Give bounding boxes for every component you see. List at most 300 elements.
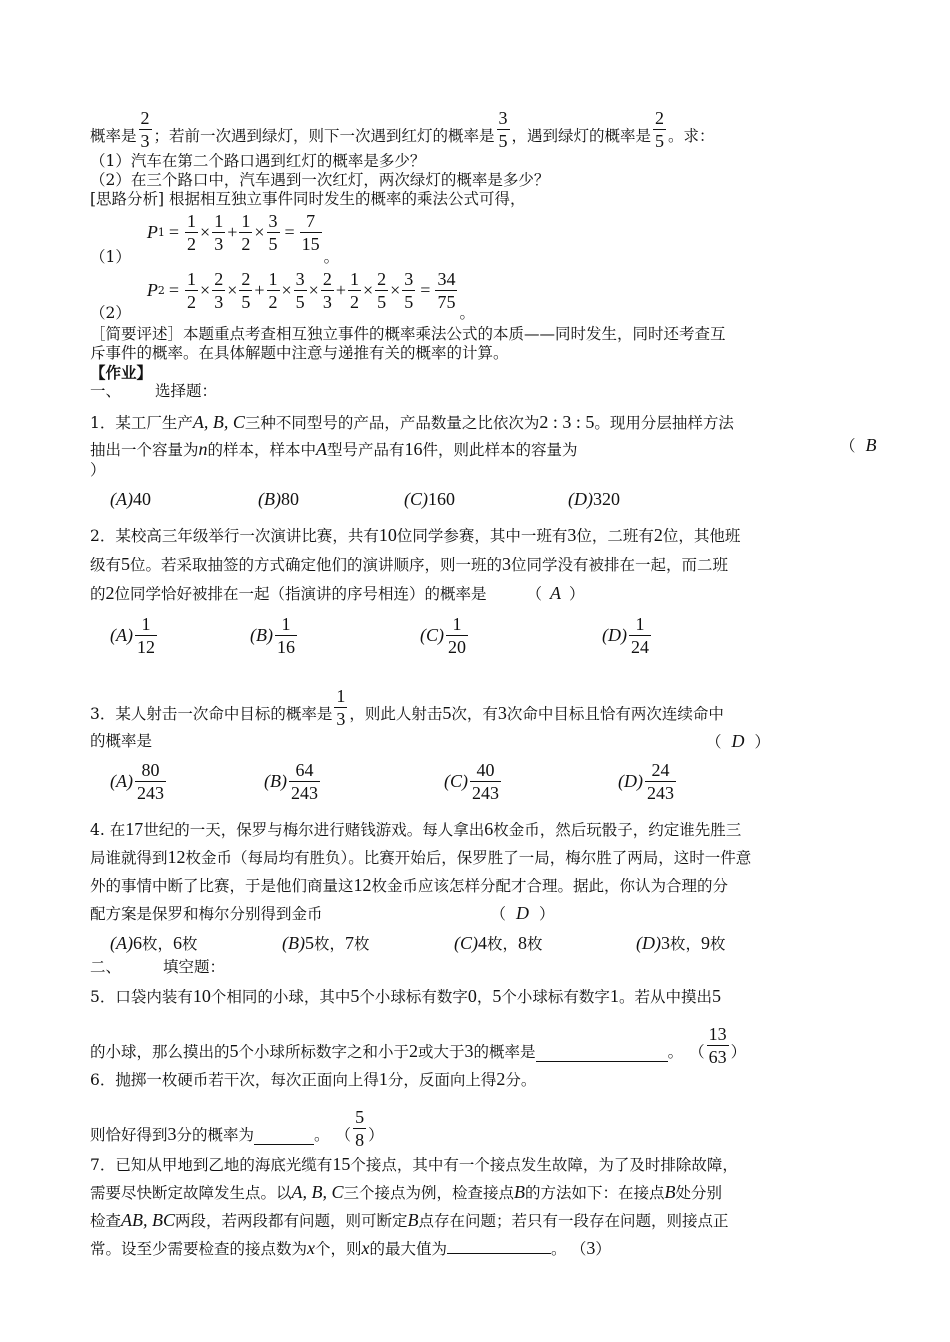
solution-1-end: 。 [323,248,340,266]
exercise-2 [90,521,890,662]
frac-num: 2 [655,108,665,128]
option-label: (B) [250,624,273,645]
text: 分的概率为 [176,1126,255,1144]
math: 5 [350,986,360,1006]
math: 1 [378,1069,388,1089]
paren: （ [840,437,856,455]
answer-3 [706,728,770,755]
math: 5 [442,703,452,723]
option-unit: 枚， [487,935,519,953]
math: 3 [567,525,577,545]
paren: ） [754,733,771,751]
solution-2-label: （2） [90,304,131,322]
frac [275,613,297,658]
math: 0 [467,986,477,1006]
option-label: (A) [110,488,133,509]
math: 16 [404,439,423,459]
paren: ） [539,905,555,923]
frac-num: 1 [214,211,224,231]
math: 1 [609,986,619,1006]
intro-text-b: ；若前一次遇到绿灯，则下一次遇到红灯的概率是 [153,127,495,145]
section-title: 填空题： [163,958,226,976]
text: 5．口袋内装有 [90,988,193,1006]
frac-den: 15 [301,234,320,254]
text: 位，二班有 [576,527,654,545]
frac-den: 5 [655,131,665,151]
frac-num: 64 [295,759,314,780]
text: 的概率是 [90,732,153,750]
math: 3 [502,554,512,574]
fraction-three-fifths [497,107,510,152]
frac-num: 1 [336,686,346,706]
frac-den: 12 [136,636,155,657]
paren: （ [490,905,507,923]
frac-num: 3 [498,108,508,128]
text: 4. 在 [90,821,126,839]
math: B [514,1182,526,1202]
text: 需要尽快断定故障发生点。以 [90,1184,292,1202]
option-a [110,759,264,804]
option-b [250,613,420,658]
frac-result [435,268,457,313]
fraction-two-thirds [139,107,152,152]
solution-1-label: （1） [90,248,131,266]
frac-den: 5 [498,131,508,151]
frac-den: 2 [268,292,278,312]
frac-num: 1 [241,211,251,231]
paren: （ [706,733,722,751]
text: 7．已知从甲地到乙地的海底光缆有 [90,1156,333,1174]
math: 2 [653,525,663,545]
frac-num: 2 [214,269,224,289]
option-label: (A) [110,932,133,953]
times-sign: × [227,280,238,300]
frac-num: 1 [141,613,151,634]
frac [402,268,415,313]
math: 12 [167,847,186,867]
option-value: 160 [428,488,455,509]
option-d [636,932,726,954]
option-b [282,932,454,954]
math: 15 [332,1154,351,1174]
option-d [568,489,620,510]
frac-den: 24 [631,636,649,657]
frac-den: 3 [322,292,332,312]
math: A, B, C [192,412,245,432]
options-2 [90,608,890,662]
option-unit: 枚， [670,935,702,953]
intro-line [90,84,890,151]
option-value: 80 [280,488,299,509]
question-2: （2）在三个路口中，汽车遇到一次红灯，两次绿灯的概率是多少？ [90,171,550,189]
options-1 [90,483,890,515]
frac-num: 24 [651,759,670,780]
text: ， [476,988,493,1006]
text: 次，有 [451,705,498,723]
text: 。 [551,1240,567,1258]
option-value: 320 [593,488,620,509]
frac [212,210,225,255]
solution-1 [90,209,890,267]
option-c [454,932,636,954]
equals-sign: = [168,280,180,300]
section-choice-heading [90,382,890,401]
math: 2 [409,1041,419,1061]
option-value: 6 [173,932,182,953]
text: 三种不同型号的产品，产品数量之比依次为 [244,414,540,432]
text: 1．某工厂生产 [90,414,193,432]
text: 个相同的小球，其中 [210,988,351,1006]
text: 位，其他班 [662,527,741,545]
text: 个接点，其中有一个接点发生故障，为了及时排除故障， [350,1156,738,1174]
frac-den: 2 [349,292,359,312]
frac-num: 2 [322,269,332,289]
frac-num: 1 [187,269,197,289]
text: 个小球所标数字之和小于 [238,1043,410,1061]
option-unit: 枚 [710,935,726,953]
frac [185,210,198,255]
math: 5 [121,554,131,574]
answer-value-7: 3 [586,1238,596,1258]
frac-num: 1 [268,269,278,289]
exercise-7 [90,1151,890,1263]
paren: （ [526,585,543,603]
answer-1 [840,432,877,459]
text: 型号产品有 [327,441,405,459]
equals-sign: = [284,222,295,242]
section-number: 二、 [90,958,122,976]
option-label: (B) [264,770,287,791]
text: 常。设至少需要检查的接点数为 [90,1240,308,1258]
text: 3．某人射击一次命中目标的概率是 [90,705,333,723]
option-value: 6 [132,932,142,953]
frac-den: 8 [355,1130,365,1150]
times-sign: × [200,280,211,300]
text: 枚金币（每局均有胜负）。比赛开始后，保罗胜了一局，梅尔胜了两局，这时一件意 [185,849,752,867]
text: 抽出一个容量为 [90,441,199,459]
frac [135,759,166,804]
frac-num: 13 [708,1024,727,1044]
frac-den: 2 [241,234,251,254]
text: 个，则 [315,1240,362,1258]
fraction-two-fifths [653,107,666,152]
text: ，则此人射击 [349,705,443,723]
exercise-3 [90,672,890,808]
math: x [307,1238,316,1258]
fraction-one-third [334,685,347,730]
frac-den: 3 [214,234,224,254]
section-number: 一、 [90,382,122,400]
text: 的最大值为 [369,1240,448,1258]
option-label: (B) [258,488,281,509]
answer-blank-5[interactable] [536,1045,668,1062]
frac-num: 2 [377,269,387,289]
frac-num: 1 [452,613,462,634]
math: 3 [497,703,507,723]
frac-den: 5 [295,292,305,312]
option-value: 3 [661,932,670,953]
option-value: 7 [345,932,354,953]
frac [294,268,307,313]
frac-den: 243 [136,782,164,803]
frac-num: 34 [437,269,456,289]
frac [185,268,198,313]
section-title: 选择题： [155,382,218,400]
options-4 [90,928,890,958]
times-sign: × [390,280,401,300]
math: B [407,1210,419,1230]
option-b [258,489,404,510]
solution-2-end: 。 [459,304,475,322]
intro-text-d: 。求： [668,127,715,145]
math: 6 [484,819,494,839]
frac [267,210,280,255]
text: 位同学参赛，其中一班有 [396,527,568,545]
frac [629,613,651,658]
frac-num: 2 [241,269,251,289]
text: 点存在问题；若只有一段存在问题，则接点正 [418,1212,729,1230]
text: 检查 [90,1212,122,1230]
plus-sign: + [227,222,238,242]
text: 分，反面向上得 [387,1071,497,1089]
frac-den: 243 [290,782,318,803]
text: 。 [314,1126,330,1144]
solution-2 [90,267,890,323]
answer-letter: D [516,903,530,923]
question-1: （1）汽车在第二个路口遇到红灯的概率是多少？ [90,152,426,170]
math: 5 [711,986,721,1006]
frac-den: 2 [187,234,197,254]
option-label: (A) [110,770,133,791]
option-label: (C) [420,624,444,645]
frac-num: 3 [268,211,278,231]
math: 3 [167,1124,177,1144]
text: 外的事情中断了比赛，于是他们商量这 [90,877,354,895]
document-page [90,84,890,1263]
text: 位同学恰好被排在一起（指演讲的序号相连）的概率是 [114,585,487,603]
option-label: (D) [618,770,643,791]
frac-num: 1 [281,613,291,634]
frac-den: 3 [336,709,346,729]
option-label: (C) [444,770,468,791]
text: 6．抛掷一枚硬币若干次，每次正面向上得 [90,1071,379,1089]
frac-den: 75 [437,292,456,312]
math: 3 [464,1041,474,1061]
frac-result [300,210,322,255]
frac [289,759,320,804]
frac-num: 2 [140,108,150,128]
math: n [198,439,208,459]
frac-den: 63 [708,1047,727,1067]
review-line-2: 斥事件的概率。在具体解题中注意与递推有关的概率的计算。 [90,344,509,362]
analysis-text: [思路分析] 根据相互独立事件同时发生的概率的乘法公式可得， [90,190,526,208]
option-value: 40 [132,488,151,509]
text: 枚金币，然后玩骰子，约定谁先胜三 [493,821,742,839]
paren: （ [335,1126,352,1144]
text: 分。 [505,1071,537,1089]
frac [645,759,676,804]
option-value: 5 [304,932,314,953]
frac-num: 1 [635,613,645,634]
paren: （ [689,1043,705,1061]
options-3 [90,754,890,808]
option-a [110,489,258,510]
answer-2 [527,585,585,603]
text: 局谁就得到 [90,849,168,867]
intro-text-c: ，遇到绿灯的概率是 [511,127,652,145]
frac-num: 5 [355,1107,365,1127]
math: A [316,439,328,459]
math: B [664,1182,676,1202]
text: 或大于 [418,1043,465,1061]
option-label: (A) [110,624,133,645]
p2-symbol: P [146,280,158,300]
text: 的小球，那么摸出的 [90,1043,230,1061]
text: 2．某校高三年级举行一次演讲比赛，共有 [90,527,379,545]
times-sign: × [281,280,292,300]
exercise-6-line-2 [90,1093,890,1150]
p2-subscript: 2 [157,284,165,297]
answer-blank-6[interactable] [254,1128,314,1145]
frac-den: 20 [448,636,466,657]
paren: ） [730,1043,747,1061]
frac [239,268,252,313]
option-value: 8 [518,932,528,953]
paren: （ [578,1240,587,1258]
option-unit: 枚 [527,935,543,953]
text: 位同学没有被排在一起，而二班 [511,556,729,574]
frac-den: 2 [187,292,197,312]
frac [212,268,225,313]
answer-1-close: ） [90,461,106,479]
exercise-5 [90,983,890,1067]
paren: ） [595,1240,611,1258]
frac-num: 3 [404,269,414,289]
text: 配方案是保罗和梅尔分别得到金币 [90,905,323,923]
option-unit: 枚， [141,935,173,953]
text: 件，则此样本的容量为 [422,441,578,459]
exercise-3-line-1 [90,672,890,729]
frac [348,268,361,313]
frac-num: 3 [295,269,305,289]
answer-letter: A [550,583,562,603]
frac [470,759,501,804]
answer-4 [491,905,555,923]
text: 世纪的一天，保罗与梅尔进行赌钱游戏。每人拿出 [143,821,485,839]
option-c [420,613,602,658]
text: 个小球标有数字 [359,988,468,1006]
frac-num: 80 [141,759,160,780]
answer-fraction-6 [353,1106,366,1151]
frac-den: 243 [472,782,499,803]
option-value: 9 [701,932,711,953]
math: 12 [353,875,372,895]
frac-den: 3 [140,131,150,151]
frac-num: 1 [187,211,197,231]
math: 10 [192,986,211,1006]
answer-letter: D [731,731,745,751]
frac-den: 243 [647,782,674,803]
option-label: (D) [636,932,661,953]
frac-num: 1 [349,269,359,289]
text: 。现用分层抽样方法 [594,414,734,432]
frac-den: 16 [276,636,295,657]
frac-den: 5 [404,292,414,312]
paren: ） [569,585,585,603]
frac-den: 5 [241,292,251,312]
option-d [618,759,678,804]
answer-letter: B [865,435,877,455]
text: 枚金币应该怎样分配才合理。据此，你认为合理的分 [371,877,729,895]
text: 两段，若两段都有问题，则可断定 [175,1212,408,1230]
option-b [264,759,444,804]
answer-fraction-5 [707,1023,729,1068]
math: x [361,1238,370,1258]
frac-den: 3 [214,292,224,312]
option-label: (C) [454,932,478,953]
paren: ） [368,1126,384,1144]
frac [239,210,252,255]
option-a [110,613,250,658]
option-label: (D) [602,624,627,645]
review-line-1: ［简要评述］本题重点考查相互独立事件的概率乘法公式的本质——同时发生，同时还考查互 [90,325,726,343]
frac [135,613,157,658]
text: 位。若采取抽签的方式确定他们的演讲顺序，则一班的 [130,556,503,574]
option-label: (D) [568,488,593,509]
option-unit: 枚 [182,935,198,953]
frac-num: 7 [306,211,316,231]
exercise-4 [90,816,890,958]
frac [321,268,334,313]
text: 则恰好得到 [90,1126,168,1144]
exercise-6 [90,1066,890,1150]
math: 17 [125,819,144,839]
text: 。若从中摸出 [618,988,712,1006]
p1-subscript: 1 [157,226,165,239]
plus-sign: + [254,280,265,300]
math: 5 [229,1041,239,1061]
p1-symbol: P [146,222,158,242]
intro-text-a: 概率是 [90,127,137,145]
times-sign: × [362,280,374,300]
math: A, B, C [291,1182,344,1202]
times-sign: × [254,222,265,242]
math: 2 : 3 : 5 [539,412,595,432]
math: 5 [492,986,502,1006]
times-sign: × [308,280,319,300]
math: 2 [496,1069,506,1089]
option-c [404,489,568,510]
math: 10 [378,525,397,545]
text: 次命中目标且恰有两次连续命中 [506,705,724,723]
frac [267,268,280,313]
option-a [110,932,282,954]
text: 个小球标有数字 [501,988,610,1006]
text: 的样本，样本中 [207,441,317,459]
text: 的概率是 [473,1043,536,1061]
text: 级有 [90,556,122,574]
frac-den: 5 [268,234,278,254]
option-d [602,613,653,658]
math: 2 [105,583,115,603]
option-unit: 枚， [313,935,345,953]
text: 的 [90,585,106,603]
frac [375,268,388,313]
option-c [444,759,618,804]
answer-blank-7[interactable] [447,1237,551,1254]
plus-sign: + [335,280,346,300]
text: 处分别 [675,1184,723,1202]
